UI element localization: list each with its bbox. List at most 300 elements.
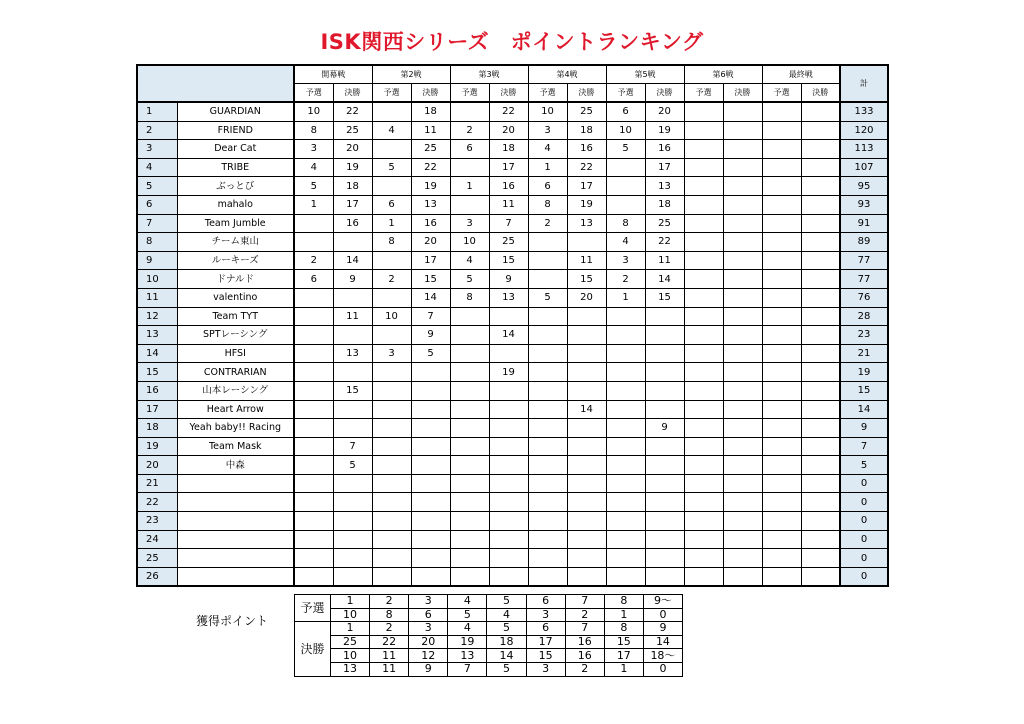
final-points-cell: 22 — [333, 102, 372, 121]
position-cell: 5 — [487, 595, 526, 609]
qualifying-points-cell — [606, 419, 645, 438]
qualifying-points-cell — [762, 419, 801, 438]
qualifying-points-cell — [684, 326, 723, 345]
points-cell: 2 — [565, 608, 604, 622]
qualifying-points-cell — [762, 363, 801, 382]
qualifying-points-cell: 6 — [528, 177, 567, 196]
qualifying-points-cell — [372, 549, 411, 568]
table-row — [137, 214, 888, 233]
qualifying-points-cell — [762, 140, 801, 159]
final-points-cell — [801, 437, 840, 456]
final-points-cell: 18 — [333, 177, 372, 196]
position-cell: 7 — [565, 622, 604, 636]
final-points-cell: 17 — [411, 251, 450, 270]
team-name-cell: ドナルド — [177, 270, 294, 289]
table-row — [137, 344, 888, 363]
table-row — [137, 530, 888, 549]
qualifying-points-cell — [684, 251, 723, 270]
table-row — [137, 270, 888, 289]
final-points-cell — [723, 549, 762, 568]
qualifying-points-cell — [294, 363, 333, 382]
qualifying-points-cell — [450, 437, 489, 456]
qualifying-header: 予選 — [372, 84, 411, 103]
position-cell: 13 — [448, 649, 487, 663]
final-points-cell — [489, 400, 528, 419]
total-points-cell: 77 — [840, 251, 888, 270]
qualifying-points-cell — [606, 512, 645, 531]
final-points-cell: 17 — [333, 195, 372, 214]
final-positions-row-1 — [295, 622, 683, 636]
qualifying-points-cell — [684, 233, 723, 252]
total-points-cell: 0 — [840, 493, 888, 512]
qualifying-points-cell — [762, 549, 801, 568]
final-points-cell — [723, 474, 762, 493]
final-points-cell: 14 — [567, 400, 606, 419]
final-points-cell — [645, 549, 684, 568]
qualifying-points-cell — [450, 344, 489, 363]
points-legend-label: 獲得ポイント — [196, 614, 269, 628]
qualifying-points-cell — [762, 307, 801, 326]
final-points-cell — [723, 270, 762, 289]
total-header: 計 — [840, 65, 888, 102]
qualifying-points-cell: 5 — [294, 177, 333, 196]
team-name-cell — [177, 474, 294, 493]
rank-cell: 3 — [137, 140, 177, 159]
table-row — [137, 233, 888, 252]
qualifying-points-cell — [606, 326, 645, 345]
team-name-cell: HFSI — [177, 344, 294, 363]
qualifying-points-cell — [606, 456, 645, 475]
qualifying-points-cell — [294, 530, 333, 549]
qualifying-points-cell — [606, 363, 645, 382]
qualifying-points-cell — [450, 363, 489, 382]
qualifying-points-cell — [528, 381, 567, 400]
final-points-cell: 17 — [567, 177, 606, 196]
table-row — [137, 456, 888, 475]
final-points-cell: 17 — [645, 158, 684, 177]
qualifying-points-cell — [606, 158, 645, 177]
qualifying-points-cell — [372, 400, 411, 419]
table-row — [137, 158, 888, 177]
qualifying-points-cell — [762, 381, 801, 400]
points-cell: 25 — [331, 635, 370, 649]
final-points-cell — [723, 288, 762, 307]
final-points-cell — [567, 326, 606, 345]
qualifying-points-cell — [294, 344, 333, 363]
total-points-cell: 107 — [840, 158, 888, 177]
table-row — [137, 288, 888, 307]
qualifying-points-cell: 3 — [294, 140, 333, 159]
final-points-cell — [723, 140, 762, 159]
final-points-cell — [801, 288, 840, 307]
final-points-cell — [411, 493, 450, 512]
points-cell: 8 — [370, 608, 409, 622]
qualifying-points-cell — [528, 363, 567, 382]
final-points-cell — [489, 437, 528, 456]
points-cell: 3 — [526, 662, 565, 676]
final-points-cell — [801, 381, 840, 400]
table-row — [137, 437, 888, 456]
final-points-cell: 7 — [411, 307, 450, 326]
ranking-body — [137, 102, 888, 586]
qualifying-points-cell: 1 — [294, 195, 333, 214]
qualifying-points-cell — [606, 381, 645, 400]
qualifying-points-cell: 8 — [606, 214, 645, 233]
position-cell: 17 — [604, 649, 643, 663]
points-legend-table — [294, 594, 683, 677]
final-points-cell — [567, 381, 606, 400]
qualifying-points-cell: 5 — [528, 288, 567, 307]
round-header-row — [137, 65, 888, 84]
final-points-cell — [333, 419, 372, 438]
rank-cell: 9 — [137, 251, 177, 270]
qualifying-points-cell — [684, 363, 723, 382]
qualifying-points-cell — [450, 381, 489, 400]
final-points-cell: 16 — [567, 140, 606, 159]
team-name-cell — [177, 549, 294, 568]
total-points-cell: 77 — [840, 270, 888, 289]
qualifying-points-cell — [684, 288, 723, 307]
qualifying-points-cell — [450, 195, 489, 214]
points-cell: 15 — [604, 635, 643, 649]
final-points-cell: 11 — [489, 195, 528, 214]
qualifying-points-cell: 1 — [450, 177, 489, 196]
qualifying-points-cell — [294, 512, 333, 531]
table-row — [137, 381, 888, 400]
qualifying-points-cell — [606, 530, 645, 549]
qualifying-header: 予選 — [450, 84, 489, 103]
final-points-cell — [801, 400, 840, 419]
qualifying-points-cell — [372, 530, 411, 549]
team-name-cell: 山本レーシング — [177, 381, 294, 400]
final-points-cell — [723, 307, 762, 326]
position-cell: 2 — [370, 595, 409, 609]
position-cell: 3 — [409, 622, 448, 636]
final-points-cell: 20 — [411, 233, 450, 252]
final-header: 決勝 — [645, 84, 684, 103]
final-points-cell — [411, 456, 450, 475]
qualifying-points-cell — [762, 177, 801, 196]
qualifying-points-cell — [762, 251, 801, 270]
points-cell: 0 — [643, 662, 682, 676]
final-points-cell: 19 — [333, 158, 372, 177]
final-points-cell: 11 — [645, 251, 684, 270]
rank-cell: 13 — [137, 326, 177, 345]
final-points-cell: 11 — [567, 251, 606, 270]
team-name-cell: Yeah baby!! Racing — [177, 419, 294, 438]
final-points-cell — [411, 419, 450, 438]
position-cell: 7 — [565, 595, 604, 609]
table-row — [137, 400, 888, 419]
qualifying-points-cell — [294, 233, 333, 252]
rank-cell: 16 — [137, 381, 177, 400]
rank-cell: 22 — [137, 493, 177, 512]
final-points-cell — [723, 493, 762, 512]
final-points-cell — [567, 474, 606, 493]
total-points-cell: 28 — [840, 307, 888, 326]
final-points-cell — [333, 288, 372, 307]
final-points-cell — [411, 549, 450, 568]
qualifying-points-cell: 10 — [606, 121, 645, 140]
final-points-cell — [411, 474, 450, 493]
final-points-cell — [645, 400, 684, 419]
final-points-cell — [723, 195, 762, 214]
qualifying-points-cell: 2 — [528, 214, 567, 233]
qualifying-points-cell — [684, 400, 723, 419]
rank-cell: 1 — [137, 102, 177, 121]
final-points-cell — [801, 512, 840, 531]
qualifying-header: 予選 — [684, 84, 723, 103]
final-points-cell — [567, 344, 606, 363]
round-header: 開幕戦 — [294, 65, 372, 84]
qualifying-points-cell — [762, 102, 801, 121]
final-points-cell — [645, 437, 684, 456]
qualifying-points-cell — [528, 512, 567, 531]
final-points-cell — [801, 419, 840, 438]
qualifying-points-cell — [606, 567, 645, 586]
rank-cell: 6 — [137, 195, 177, 214]
qualifying-positions-row — [295, 595, 683, 609]
rank-cell: 4 — [137, 158, 177, 177]
table-row — [137, 195, 888, 214]
qualifying-points-cell — [606, 344, 645, 363]
table-row — [137, 326, 888, 345]
final-points-cell — [801, 251, 840, 270]
total-points-cell: 0 — [840, 512, 888, 531]
total-points-cell: 21 — [840, 344, 888, 363]
final-points-cell — [801, 307, 840, 326]
qualifying-points-cell — [606, 307, 645, 326]
final-points-cell — [333, 512, 372, 531]
points-cell: 5 — [487, 662, 526, 676]
final-points-cell — [411, 530, 450, 549]
qualifying-points-cell — [762, 233, 801, 252]
final-points-cell — [645, 530, 684, 549]
final-points-cell — [723, 102, 762, 121]
rank-cell: 5 — [137, 177, 177, 196]
team-name-cell: Heart Arrow — [177, 400, 294, 419]
qualifying-points-cell — [528, 493, 567, 512]
qualifying-points-cell: 6 — [606, 102, 645, 121]
table-row — [137, 493, 888, 512]
final-points-cell — [801, 549, 840, 568]
position-cell: 16 — [565, 649, 604, 663]
rank-cell: 26 — [137, 567, 177, 586]
final-points-cell: 19 — [567, 195, 606, 214]
total-points-cell: 89 — [840, 233, 888, 252]
final-points-cell — [801, 102, 840, 121]
final-points-cell — [801, 177, 840, 196]
rank-cell: 15 — [137, 363, 177, 382]
qualifying-points-cell: 5 — [450, 270, 489, 289]
final-points-cell: 16 — [333, 214, 372, 233]
qualifying-points-cell: 5 — [606, 140, 645, 159]
final-points-cell — [333, 233, 372, 252]
final-points-cell: 15 — [567, 270, 606, 289]
final-points-cell — [801, 363, 840, 382]
final-points-cell — [489, 419, 528, 438]
final-points-row-1 — [295, 635, 683, 649]
qualifying-points-cell — [762, 437, 801, 456]
final-points-cell — [801, 567, 840, 586]
qualifying-points-cell — [450, 530, 489, 549]
final-points-cell: 5 — [411, 344, 450, 363]
final-points-cell: 15 — [333, 381, 372, 400]
qualifying-points-cell: 4 — [450, 251, 489, 270]
qualifying-points-cell — [450, 400, 489, 419]
position-cell: 10 — [331, 649, 370, 663]
total-points-cell: 95 — [840, 177, 888, 196]
qualifying-points-cell — [606, 195, 645, 214]
qualifying-points-cell: 8 — [372, 233, 411, 252]
final-category: 決勝 — [295, 622, 331, 676]
rank-cell: 14 — [137, 344, 177, 363]
final-points-cell: 19 — [489, 363, 528, 382]
table-row — [137, 363, 888, 382]
final-points-cell: 7 — [489, 214, 528, 233]
final-points-cell — [723, 419, 762, 438]
qualifying-points-cell — [528, 326, 567, 345]
qualifying-points-cell — [294, 437, 333, 456]
table-row — [137, 251, 888, 270]
qualifying-points-cell — [684, 456, 723, 475]
qualifying-points-cell — [528, 344, 567, 363]
qualifying-points-cell — [372, 474, 411, 493]
final-points-cell — [489, 493, 528, 512]
qualifying-points-cell: 6 — [294, 270, 333, 289]
qualifying-points-cell — [450, 326, 489, 345]
qualifying-points-cell — [684, 121, 723, 140]
rank-cell: 20 — [137, 456, 177, 475]
final-points-cell: 20 — [489, 121, 528, 140]
position-cell: 11 — [370, 649, 409, 663]
qualifying-points-cell — [450, 456, 489, 475]
final-points-cell — [723, 363, 762, 382]
qualifying-points-cell — [606, 437, 645, 456]
table-row — [137, 567, 888, 586]
total-points-cell: 14 — [840, 400, 888, 419]
final-points-cell — [801, 195, 840, 214]
qualifying-points-cell — [684, 567, 723, 586]
position-cell: 2 — [370, 622, 409, 636]
qualifying-points-cell: 3 — [606, 251, 645, 270]
final-points-cell — [411, 512, 450, 531]
final-points-cell: 11 — [333, 307, 372, 326]
team-name-cell: Team Jumble — [177, 214, 294, 233]
points-cell: 10 — [331, 608, 370, 622]
qualifying-points-cell — [684, 493, 723, 512]
position-cell: 4 — [448, 622, 487, 636]
qualifying-points-cell — [762, 456, 801, 475]
table-row — [137, 307, 888, 326]
final-header: 決勝 — [489, 84, 528, 103]
rank-cell: 25 — [137, 549, 177, 568]
final-points-cell: 9 — [333, 270, 372, 289]
qualifying-points-cell — [762, 214, 801, 233]
final-points-cell: 18 — [411, 102, 450, 121]
rank-cell: 21 — [137, 474, 177, 493]
final-points-cell — [567, 307, 606, 326]
final-points-cell — [801, 140, 840, 159]
qualifying-points-cell — [684, 530, 723, 549]
qualifying-points-cell — [762, 493, 801, 512]
qualifying-points-cell — [372, 419, 411, 438]
team-name-cell: Dear Cat — [177, 140, 294, 159]
qualifying-points-cell — [528, 567, 567, 586]
rank-cell: 11 — [137, 288, 177, 307]
qualifying-points-cell — [528, 233, 567, 252]
qualifying-points-cell: 1 — [528, 158, 567, 177]
final-points-row-2 — [295, 662, 683, 676]
qualifying-points-cell: 4 — [528, 140, 567, 159]
qualifying-points-cell — [528, 549, 567, 568]
final-points-cell — [411, 437, 450, 456]
qualifying-category: 予選 — [295, 595, 331, 622]
final-points-cell — [645, 344, 684, 363]
final-points-cell — [411, 567, 450, 586]
points-cell: 1 — [604, 608, 643, 622]
qualifying-points-cell — [684, 177, 723, 196]
final-points-cell — [723, 456, 762, 475]
final-points-cell — [723, 530, 762, 549]
position-cell: 4 — [448, 595, 487, 609]
team-name-cell: FRIEND — [177, 121, 294, 140]
final-points-cell — [723, 400, 762, 419]
table-row — [137, 474, 888, 493]
qualifying-points-cell — [294, 549, 333, 568]
final-points-cell: 18 — [567, 121, 606, 140]
final-points-cell: 18 — [645, 195, 684, 214]
table-row — [137, 177, 888, 196]
final-points-cell — [645, 567, 684, 586]
final-points-cell: 9 — [489, 270, 528, 289]
final-points-cell — [801, 456, 840, 475]
final-points-cell — [723, 177, 762, 196]
qualifying-points-cell — [762, 288, 801, 307]
qualifying-points-cell — [372, 140, 411, 159]
total-points-cell: 0 — [840, 474, 888, 493]
final-points-cell — [489, 530, 528, 549]
points-cell: 20 — [409, 635, 448, 649]
qualifying-points-cell — [372, 437, 411, 456]
position-cell: 5 — [487, 622, 526, 636]
final-points-cell: 9 — [645, 419, 684, 438]
qualifying-points-cell — [762, 344, 801, 363]
qualifying-points-cell — [528, 419, 567, 438]
final-points-cell — [723, 381, 762, 400]
final-points-cell — [333, 567, 372, 586]
round-header: 第3戦 — [450, 65, 528, 84]
final-points-cell — [801, 233, 840, 252]
qualifying-points-cell — [762, 158, 801, 177]
final-points-cell: 15 — [489, 251, 528, 270]
qualifying-points-cell: 2 — [606, 270, 645, 289]
final-points-cell: 16 — [411, 214, 450, 233]
qualifying-points-cell: 4 — [294, 158, 333, 177]
position-cell: 15 — [526, 649, 565, 663]
final-points-cell — [489, 456, 528, 475]
final-points-cell — [333, 363, 372, 382]
qualifying-header: 予選 — [294, 84, 333, 103]
final-points-cell — [411, 363, 450, 382]
qualifying-points-cell: 10 — [450, 233, 489, 252]
qualifying-points-cell — [372, 493, 411, 512]
table-row — [137, 419, 888, 438]
points-cell: 5 — [448, 608, 487, 622]
final-points-cell — [801, 474, 840, 493]
position-cell: 8 — [604, 595, 643, 609]
points-cell: 3 — [526, 608, 565, 622]
